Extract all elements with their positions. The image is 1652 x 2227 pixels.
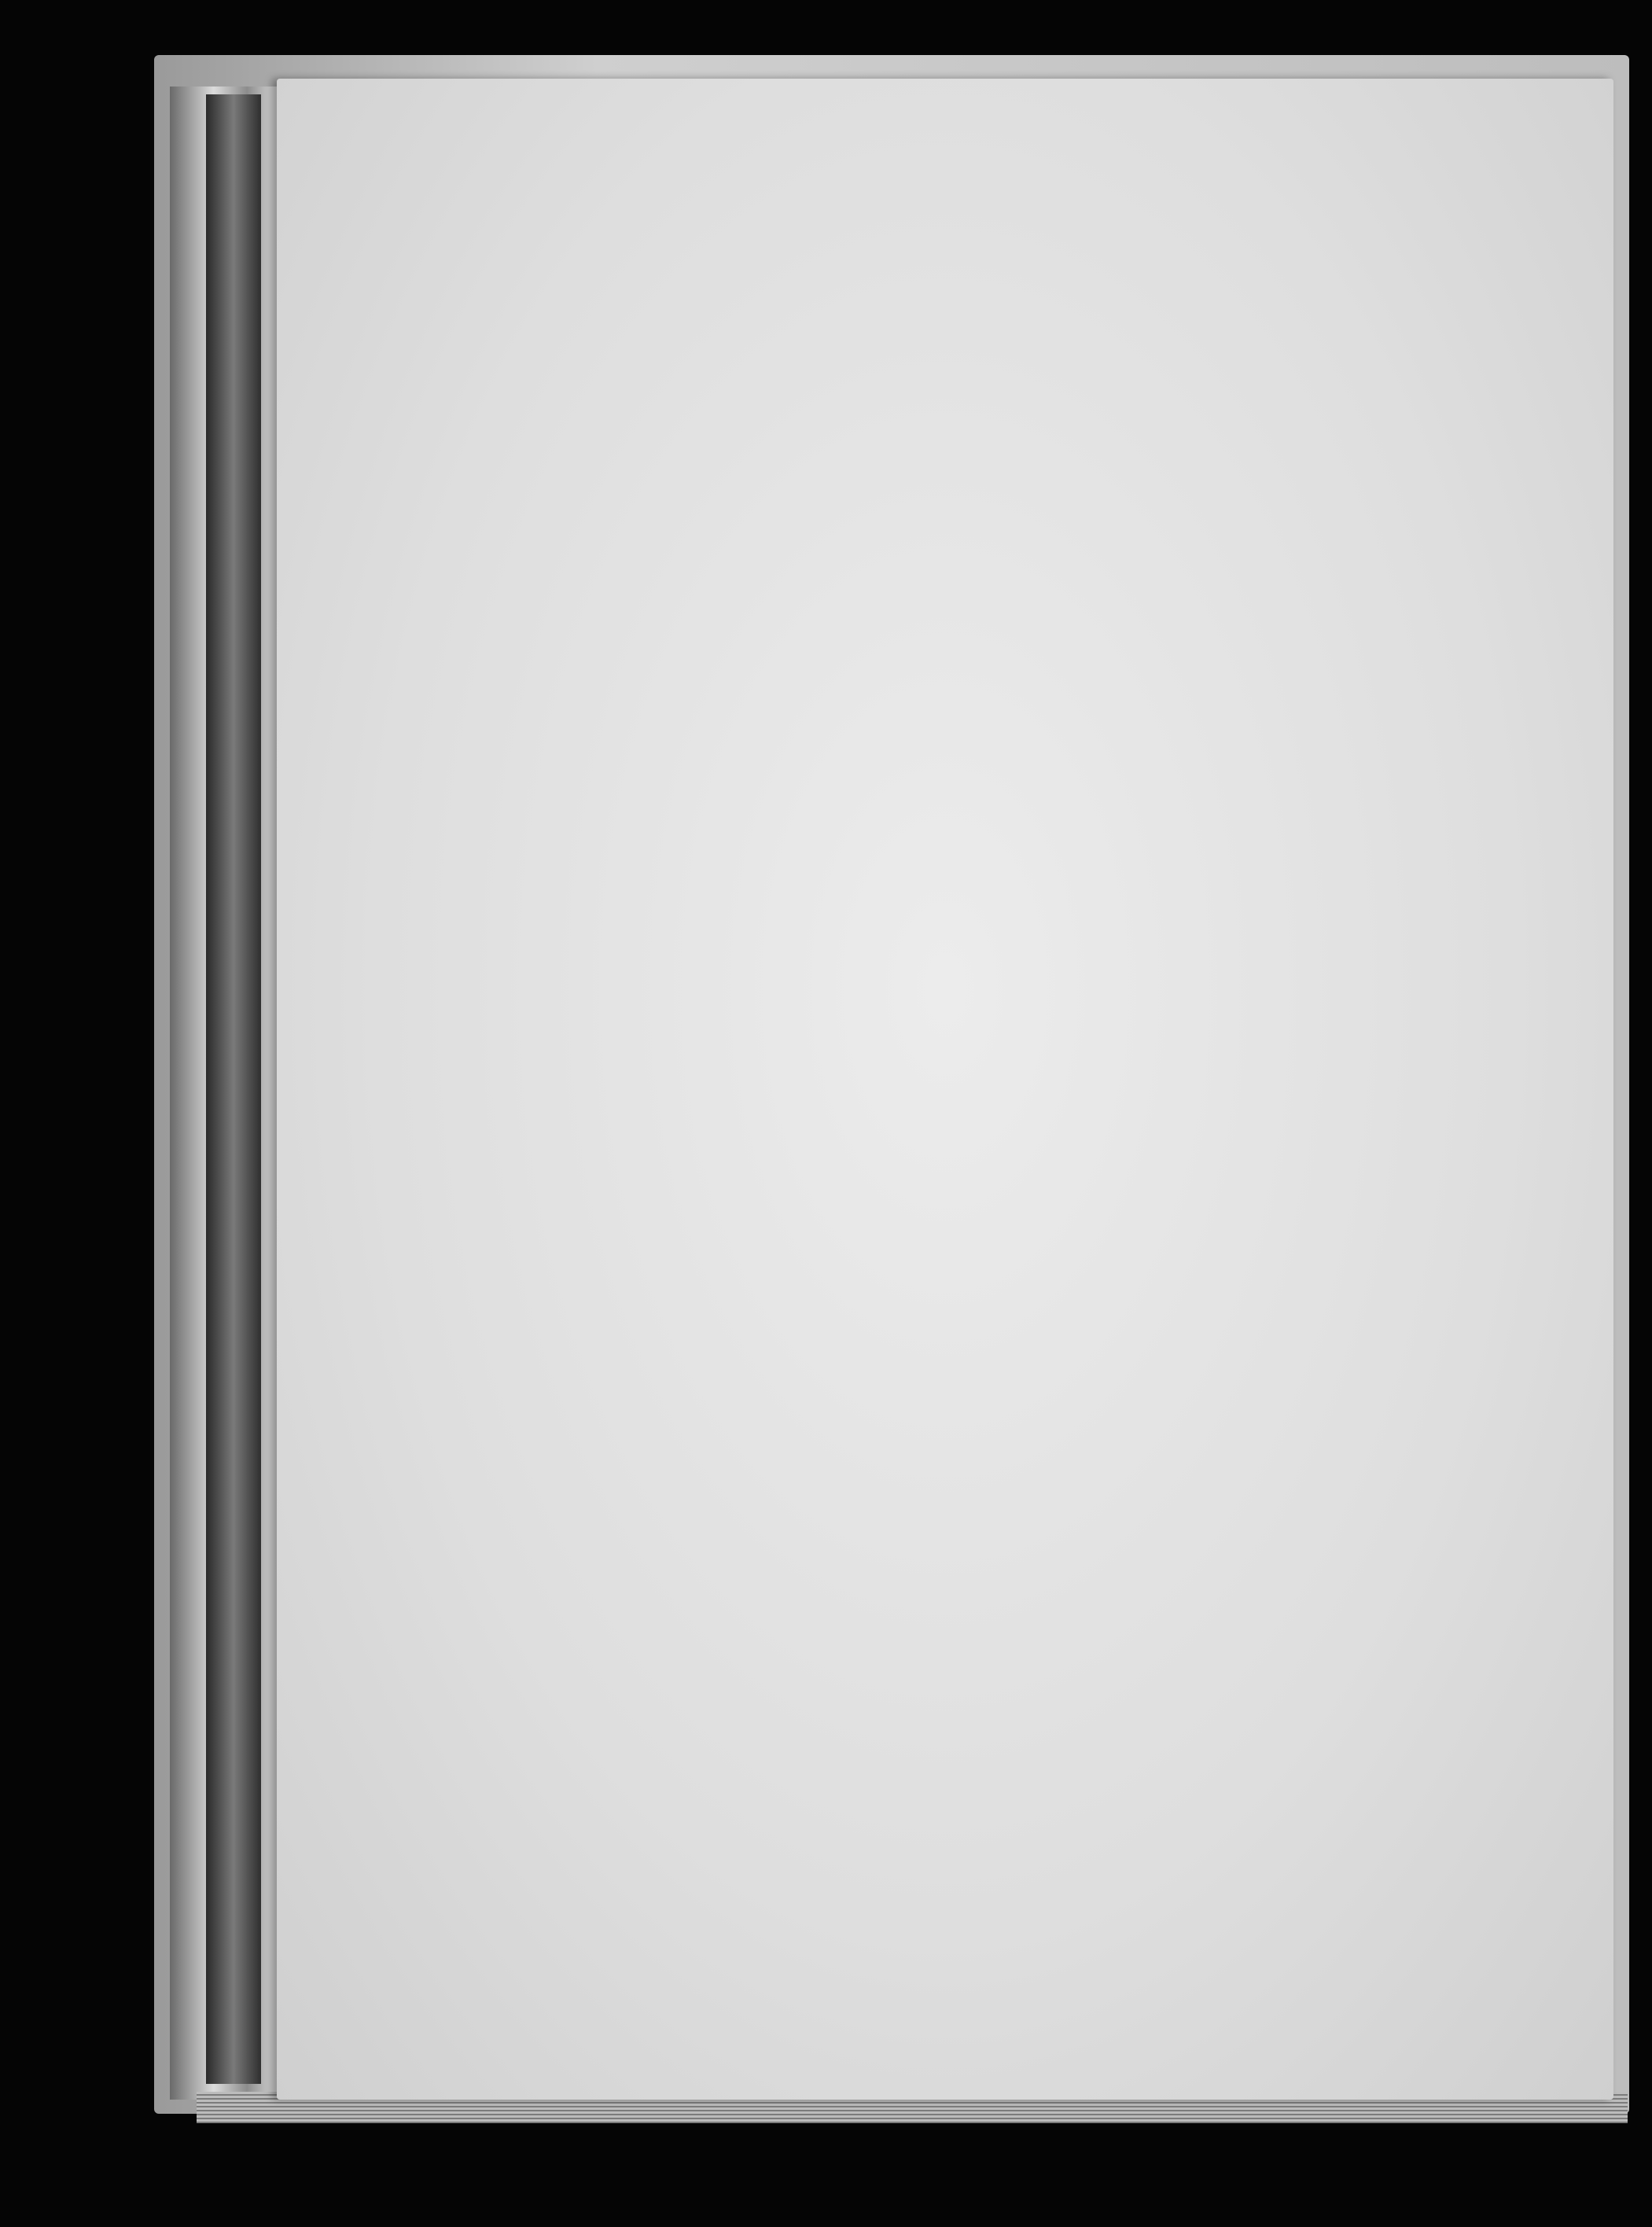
page-header — [519, 195, 1274, 258]
book-spine-shadow — [206, 94, 261, 2084]
book-page — [277, 79, 1613, 2100]
